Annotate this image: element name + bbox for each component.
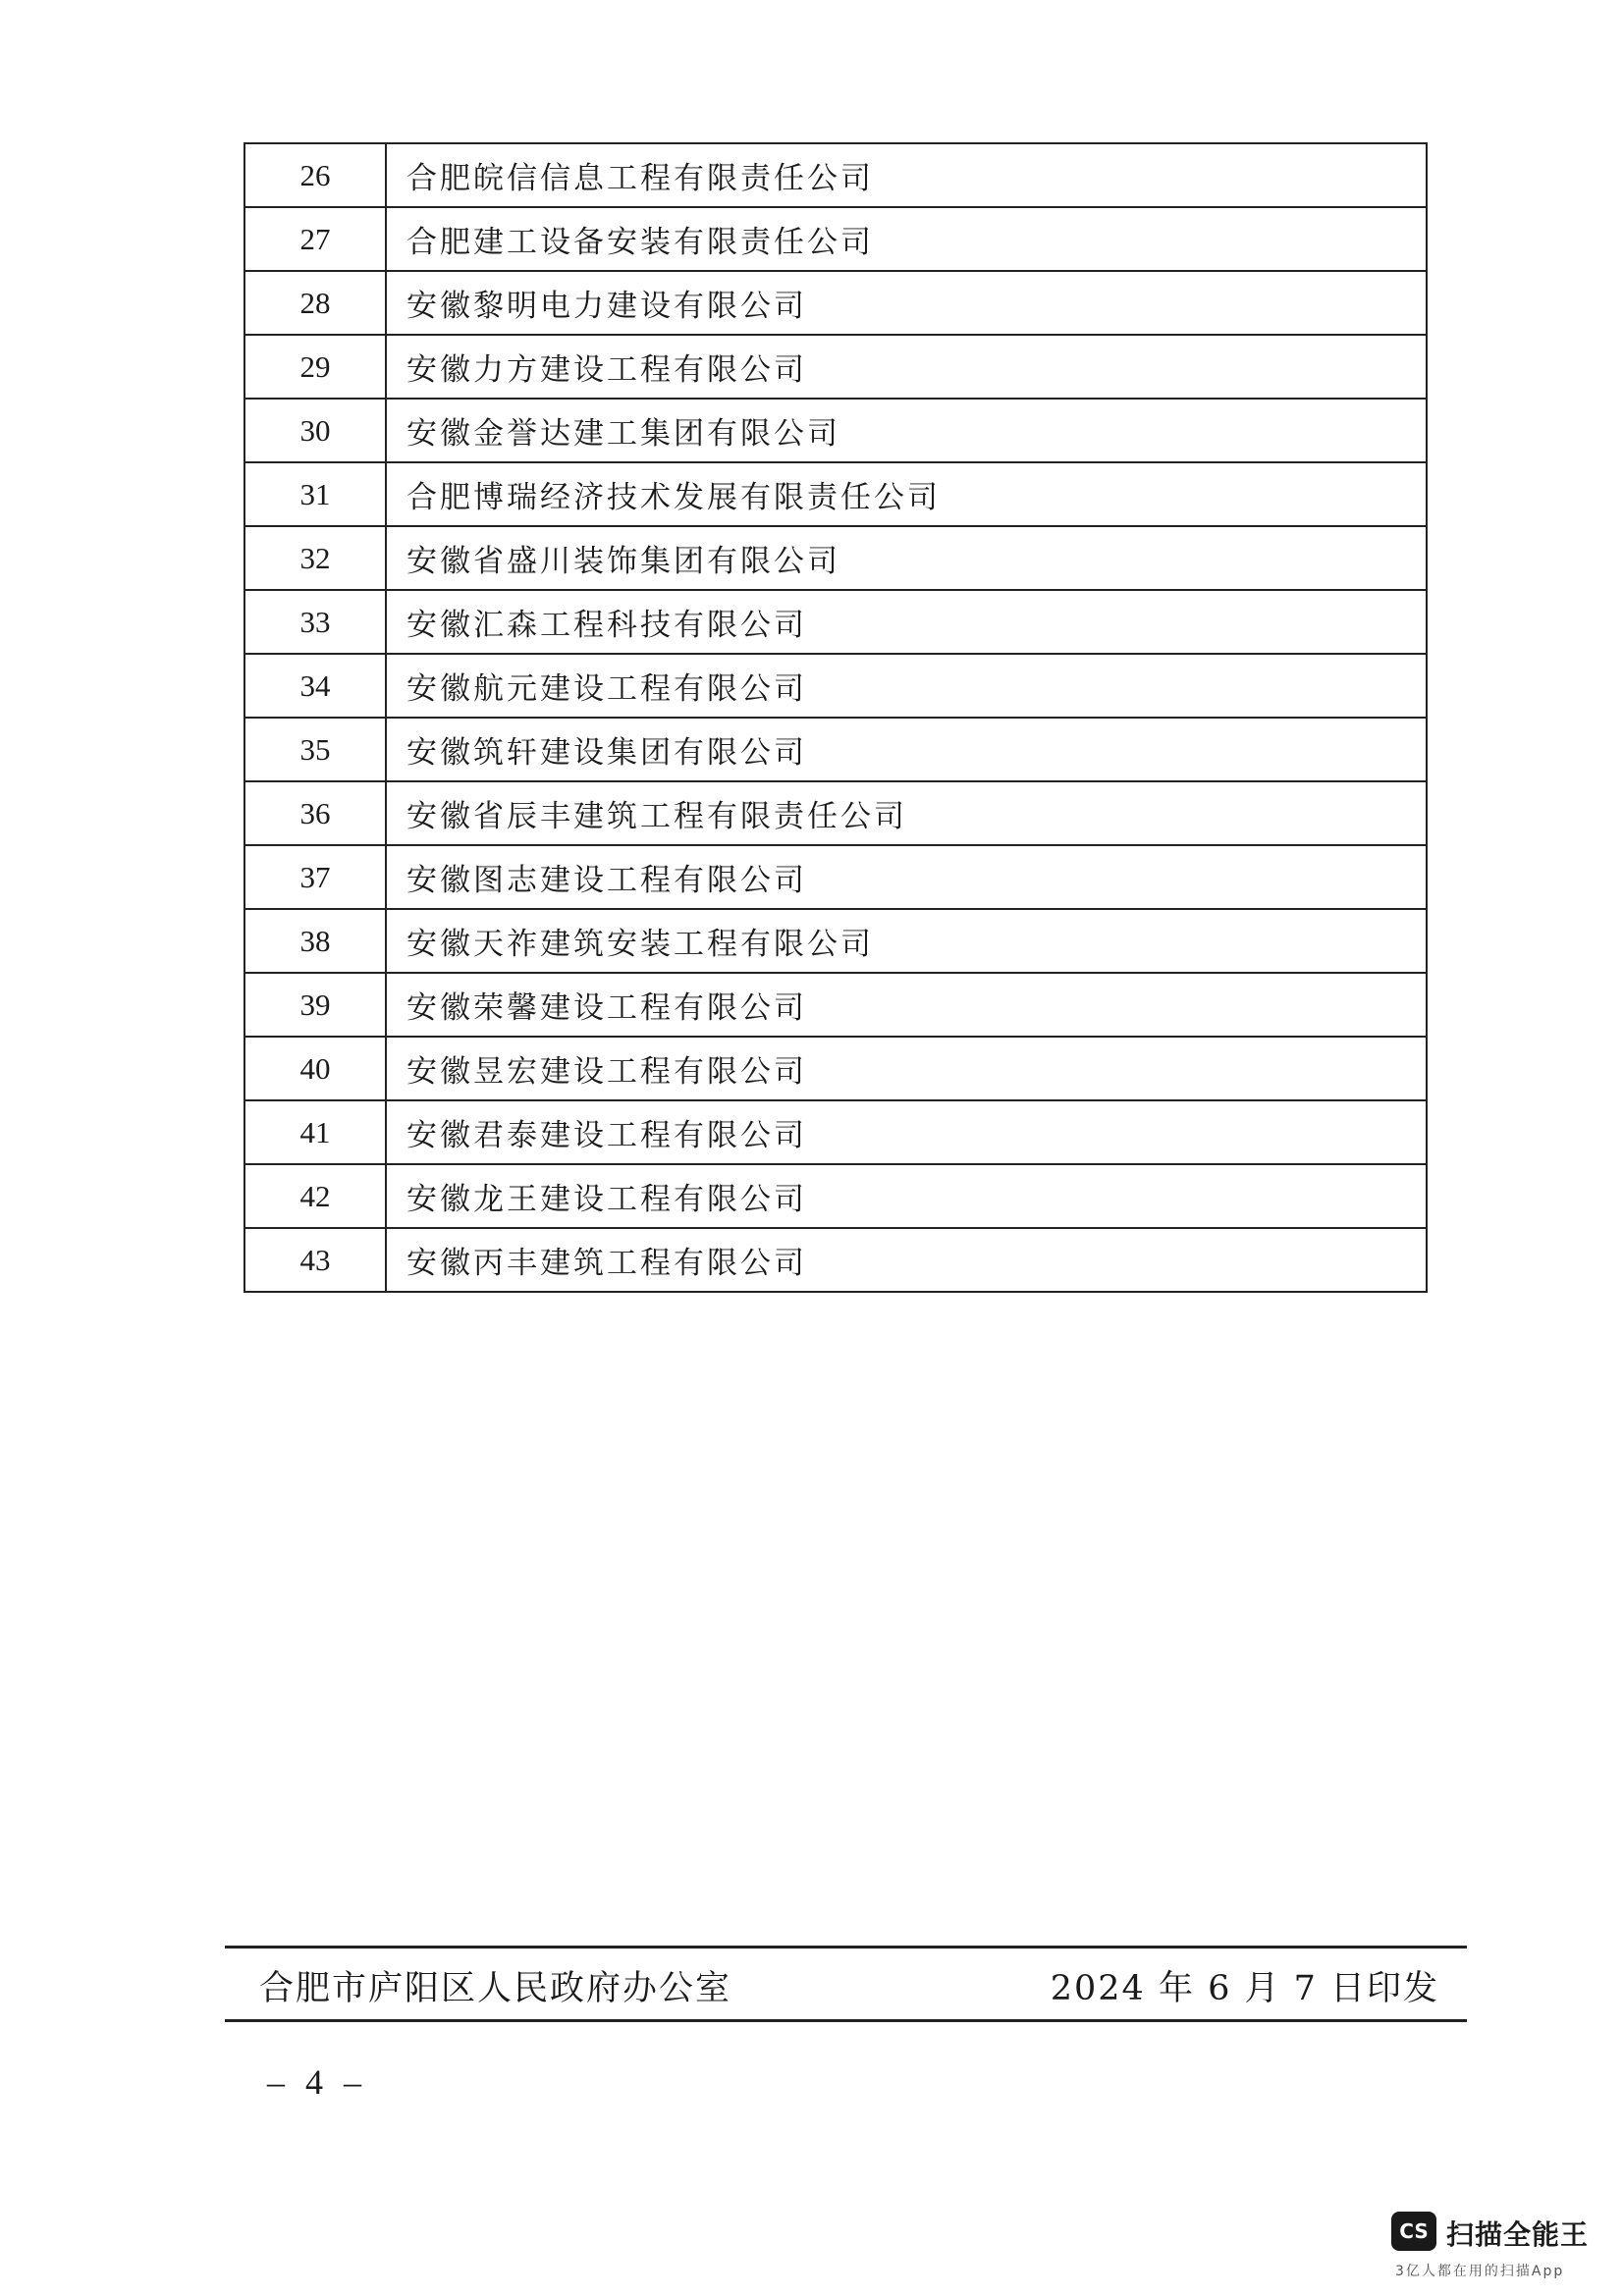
row-number: 38 (244, 909, 386, 973)
row-number: 27 (244, 207, 386, 271)
company-name: 安徽龙王建设工程有限公司 (386, 1164, 1427, 1228)
table-row (244, 973, 1427, 1037)
company-name: 安徽省辰丰建筑工程有限责任公司 (386, 781, 1427, 845)
issuer-name: 合肥市庐阳区人民政府办公室 (259, 1969, 732, 2008)
row-number: 26 (244, 143, 386, 207)
table-row (244, 590, 1427, 654)
page-number: – 4 – (267, 2062, 367, 2102)
row-number: 34 (244, 654, 386, 718)
company-name: 安徽筑轩建设集团有限公司 (386, 718, 1427, 781)
row-number: 41 (244, 1100, 386, 1164)
company-name: 安徽汇森工程科技有限公司 (386, 590, 1427, 654)
company-name: 安徽君泰建设工程有限公司 (386, 1100, 1427, 1164)
table-row (244, 271, 1427, 335)
row-number: 40 (244, 1037, 386, 1100)
row-number: 33 (244, 590, 386, 654)
row-number: 43 (244, 1228, 386, 1292)
row-number: 28 (244, 271, 386, 335)
table-row (244, 1228, 1427, 1292)
company-name: 安徽金誉达建工集团有限公司 (386, 399, 1427, 462)
company-name: 安徽图志建设工程有限公司 (386, 845, 1427, 909)
company-name: 合肥建工设备安装有限责任公司 (386, 207, 1427, 271)
issue-date: 2024 年 6 月 7 日印发 (1050, 1969, 1439, 2008)
row-number: 42 (244, 1164, 386, 1228)
watermark-slogan: 3亿人都在用的扫描App (1395, 2264, 1565, 2279)
scanner-watermark (1391, 2212, 1597, 2282)
row-number: 37 (244, 845, 386, 909)
table-row (244, 1164, 1427, 1228)
row-number: 39 (244, 973, 386, 1037)
table-row (244, 335, 1427, 399)
row-number: 29 (244, 335, 386, 399)
company-name: 安徽力方建设工程有限公司 (386, 335, 1427, 399)
company-name: 安徽荣馨建设工程有限公司 (386, 973, 1427, 1037)
company-name: 安徽丙丰建筑工程有限公司 (386, 1228, 1427, 1292)
row-number: 31 (244, 462, 386, 526)
company-name: 安徽昱宏建设工程有限公司 (386, 1037, 1427, 1100)
table-row (244, 718, 1427, 781)
row-number: 32 (244, 526, 386, 590)
table-row (244, 399, 1427, 462)
company-name: 安徽航元建设工程有限公司 (386, 654, 1427, 718)
company-name: 安徽天祚建筑安装工程有限公司 (386, 909, 1427, 973)
table-row (244, 526, 1427, 590)
row-number: 35 (244, 718, 386, 781)
company-list-table (243, 142, 1428, 1293)
table-row (244, 1100, 1427, 1164)
company-name: 安徽省盛川装饰集团有限公司 (386, 526, 1427, 590)
company-name: 合肥博瑞经济技术发展有限责任公司 (386, 462, 1427, 526)
camscanner-logo-icon: CS (1391, 2212, 1436, 2251)
table-row (244, 462, 1427, 526)
table-row (244, 845, 1427, 909)
company-name: 安徽黎明电力建设有限公司 (386, 271, 1427, 335)
table-row (244, 143, 1427, 207)
table-row (244, 1037, 1427, 1100)
table-row (244, 654, 1427, 718)
table-row (244, 909, 1427, 973)
watermark-brand: 扫描全能王 (1446, 2218, 1590, 2251)
table-row (244, 781, 1427, 845)
company-name: 合肥皖信信息工程有限责任公司 (386, 143, 1427, 207)
company-list-body (244, 143, 1427, 1292)
table-row (244, 207, 1427, 271)
row-number: 36 (244, 781, 386, 845)
row-number: 30 (244, 399, 386, 462)
issuing-block (225, 1946, 1467, 2022)
